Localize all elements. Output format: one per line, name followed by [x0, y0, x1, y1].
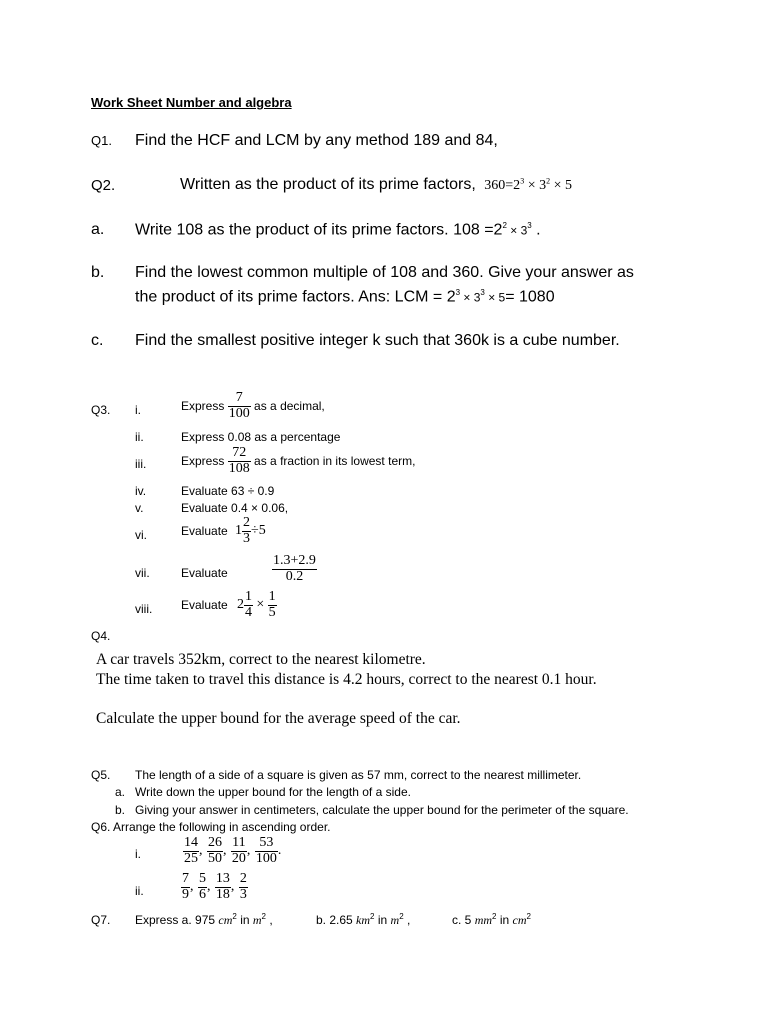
q2b-line2: the product of its prime factors. Ans: LCM = $2^3 \times 3^3 \times 5= 1080$	[135, 288, 555, 306]
q6-ii-label: ii.	[135, 884, 144, 898]
q1-number: Q1.	[91, 133, 112, 148]
q3-i-label: i.	[135, 403, 141, 417]
fraction: $\frac{14}{25}$	[184, 835, 198, 866]
q2a-text: Write 108 as the product of its prime factors. $108 =2^2 \times 3^3$ .	[135, 221, 541, 239]
q3-ii: Express 0.08 as a percentage	[181, 430, 341, 444]
q4-number: Q4.	[91, 629, 111, 643]
q5-text: The length of a side of a square is given as 57 mm, correct to the nearest millimeter.	[135, 768, 582, 782]
q2-text-label: Written as the product of its prime factors,	[180, 176, 476, 193]
q4-line1: A car travels 352km, correct to the nearest kilometre.	[96, 651, 426, 668]
q5-b-label: b.	[115, 803, 126, 817]
q3-number: Q3.	[91, 403, 111, 417]
q3-iii-label: iii.	[135, 457, 147, 471]
fraction: $\frac{2}{3}$	[243, 515, 251, 546]
q7-part-b: b. 2.65 $km^2$ in $m^2$ ,	[316, 912, 411, 927]
q3-vii-label: vii.	[135, 566, 150, 580]
q2c-text: Find the smallest positive integer k such that 360k is a cube number.	[135, 332, 620, 349]
fraction: $\frac{7}{100}$	[228, 390, 250, 421]
fraction: $\frac{26}{50}$	[207, 835, 222, 866]
page-title: Work Sheet Number and algebra	[91, 95, 292, 110]
q3-vii-fraction	[272, 554, 317, 584]
q3-v-label: v.	[135, 501, 144, 515]
q3-vii-text: Evaluate	[181, 566, 228, 580]
q3-viii-label: viii.	[135, 602, 153, 616]
q5-a: Write down the upper bound for the length of a side.	[135, 785, 411, 799]
q1-text: Find the HCF and LCM by any method 189 and 84,	[135, 132, 498, 149]
q3-iii: Express $\frac{72}{108}$ as a fraction in its lowest term,	[181, 445, 416, 476]
q7-part-c: c. 5 $mm^2$ in $cm^2$	[452, 912, 531, 927]
fraction: $\frac{1}{5}$	[268, 589, 276, 620]
fraction: $\frac{72}{108}$	[228, 445, 250, 476]
q2a-label: a.	[91, 221, 105, 238]
q7-part-a: Express a. 975 $cm^2$ in $m^2$ ,	[135, 912, 273, 927]
q2-text	[180, 176, 572, 194]
fraction: $\frac{2}{3}$	[239, 871, 247, 902]
q3-i: Express $\frac{7}{100}$ as a decimal,	[181, 390, 325, 421]
q2-expression: $360=2^3 \times 3^2 \times 5$	[484, 176, 572, 193]
q5-b: Giving your answer in centimeters, calculate the upper bound for the perimeter of the square.	[135, 803, 629, 817]
q3-iv: Evaluate 63 ÷ 0.9	[181, 484, 275, 498]
q3-viii: Evaluate 2 $\frac{1}{4}$ × $\frac{1}{5}$	[181, 589, 276, 620]
fraction: $\frac{7}{9}$	[182, 871, 189, 902]
q7-number: Q7.	[91, 913, 111, 927]
q3-vi-label: vi.	[135, 528, 147, 542]
q2b-line1: Find the lowest common multiple of 108 and 360. Give your answer as	[135, 264, 634, 281]
fraction: $\frac{1.3+2.9}{0.2}$	[273, 553, 316, 584]
q5-number: Q5.	[91, 768, 111, 782]
q3-v: Evaluate 0.4 × 0.06,	[181, 501, 289, 515]
q2b-label: b.	[91, 264, 105, 281]
q6-i-label: i.	[135, 847, 141, 861]
q3-ii-label: ii.	[135, 430, 144, 444]
fraction: $\frac{53}{100}$	[255, 835, 277, 866]
q4-line2: The time taken to travel this distance is 4.2 hours, correct to the nearest 0.1 hour.	[96, 671, 597, 688]
q3-vi: Evaluate 1 $\frac{2}{3}$ ÷5	[181, 515, 266, 546]
q2c-label: c.	[91, 332, 104, 349]
fraction: $\frac{13}{18}$	[215, 871, 230, 902]
q2-number: Q2.	[91, 177, 116, 194]
q3-iv-label: iv.	[135, 484, 147, 498]
q6-text: Q6. Arrange the following in ascending order.	[91, 820, 331, 834]
fraction: $\frac{11}{20}$	[231, 835, 246, 866]
q4-line3: Calculate the upper bound for the average speed of the car.	[96, 710, 461, 727]
q6-ii-fractions: $\frac{7}{9}$ , $\frac{5}{6}$ , $\frac{13}{18}$ , $\frac{2}{3}$	[182, 871, 247, 902]
q5-a-label: a.	[115, 785, 126, 799]
fraction: $\frac{5}{6}$	[198, 871, 206, 902]
fraction: $\frac{1}{4}$	[245, 589, 253, 620]
q6-i-fractions: $\frac{14}{25}$ , $\frac{26}{50}$ , $\frac{11}{20}$ , $\frac{53}{100}$ .	[184, 835, 282, 866]
